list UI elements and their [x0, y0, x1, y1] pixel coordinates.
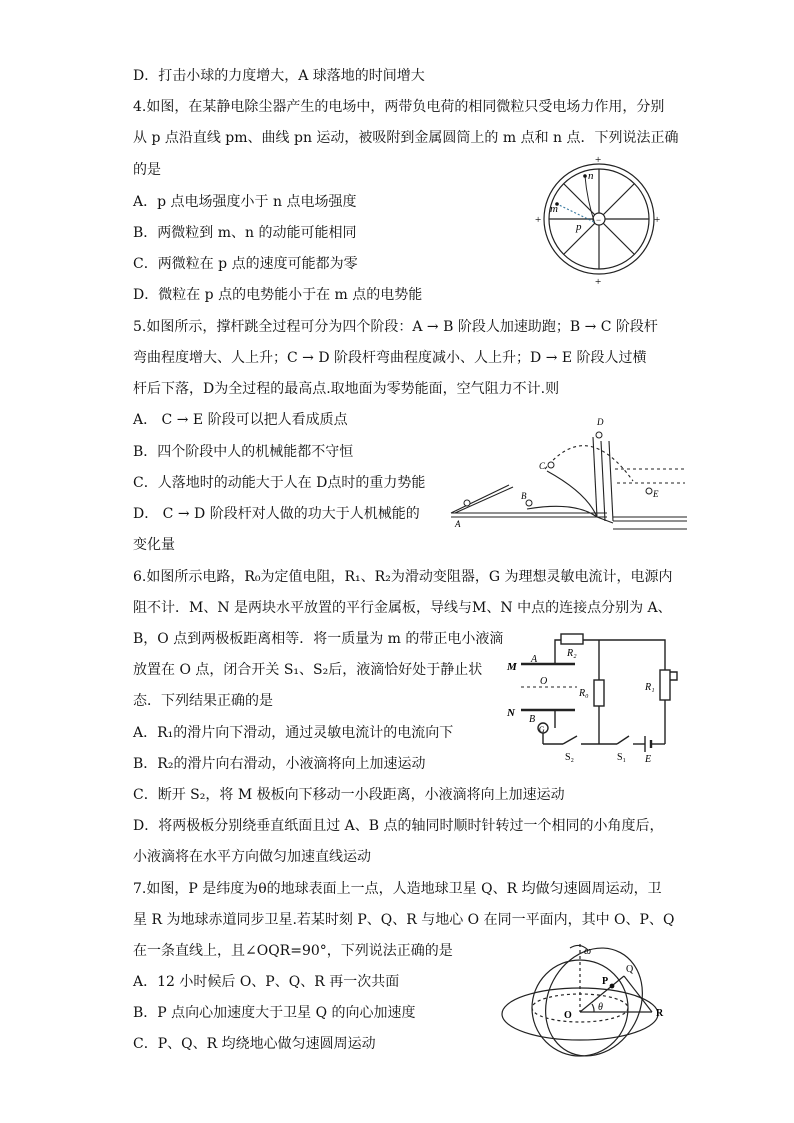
- q6-stem-3: B，O 点到两极板距离相等．将一质量为 m 的带正电小液滴: [133, 631, 504, 647]
- q7-stem-1: 7.如图，P 是纬度为θ的地球表面上一点，人造地球卫星 Q、R 均做匀速圆周运动，卫: [133, 881, 662, 897]
- q4-plus-right: +: [654, 214, 661, 226]
- q6-figure: [505, 618, 695, 768]
- q6-label-m: M: [507, 661, 517, 673]
- q6-stem-5: 态．下列结果正确的是: [133, 693, 273, 709]
- q4-option-b: B．两微粒到 m、n 的动能可能相同: [133, 225, 357, 241]
- q6-label-a: A: [531, 654, 538, 665]
- q6-label-r2: R₂: [567, 648, 577, 659]
- q5-option-d-2: 变化量: [133, 537, 175, 553]
- q4-plus-bottom: +: [595, 276, 602, 288]
- q3-option-d: D．打击小球的力度增大，A 球落地的时间增大: [133, 68, 425, 84]
- q6-label-b: B: [529, 714, 536, 725]
- q6-label-n: N: [507, 707, 515, 719]
- q7-label-omega: ω: [584, 946, 592, 957]
- q7-option-c: C．P、Q、R 均绕地心做匀速圆周运动: [133, 1036, 376, 1052]
- q4-option-d: D．微粒在 p 点的电势能小于在 m 点的电势能: [133, 287, 423, 303]
- q6-option-a: A．R₁的滑片向下滑动，通过灵敏电流计的电流向下: [133, 725, 454, 741]
- q4-figure: [535, 152, 663, 288]
- q5-stem-1: 5.如图所示，撑杆跳全过程可分为四个阶段：A → B 阶段人加速助跑；B → C 阶段杆: [133, 319, 658, 335]
- q6-label-s2: S₂: [565, 752, 575, 763]
- q4-plus-top: +: [595, 154, 602, 166]
- q4-stem-3: 的是: [133, 162, 161, 178]
- q7-label-p: P: [602, 976, 609, 987]
- q6-stem-1: 6.如图所示电路，R₀为定值电阻，R₁、R₂为滑动变阻器，G 为理想灵敏电流计，电源内: [133, 569, 673, 585]
- q4-stem-2: 从 p 点沿直线 pm、曲线 pn 运动，被吸附到金属圆筒上的 m 点和 n 点．下列说法正确: [133, 130, 679, 146]
- q4-plus-left: +: [535, 214, 542, 226]
- q7-label-r: R: [656, 1008, 664, 1019]
- q5-figure: [447, 413, 693, 535]
- q5-option-b: B．四个阶段中人的机械能都不守恒: [133, 444, 354, 460]
- q5-label-d: D: [597, 417, 604, 427]
- q5-label-c: C: [539, 461, 546, 471]
- q5-stem-2: 弯曲程度增大、人上升；C → D 阶段杆弯曲程度减小、人上升；D → E 阶段人过横: [133, 350, 647, 366]
- q7-stem-2: 星 R 为地球赤道同步卫星.若某时刻 P、Q、R 与地心 O 在同一平面内，其中 O、P、Q: [133, 912, 675, 928]
- q6-stem-4: 放置在 O 点，闭合开关 S₁、S₂后，液滴恰好处于静止状: [133, 662, 483, 678]
- q4-option-a: A．p 点电场强度小于 n 点电场强度: [133, 194, 357, 210]
- q6-label-e: E: [645, 754, 652, 765]
- q6-stem-2: 阻不计．M、N 是两块水平放置的平行金属板，导线与M、N 中点的连接点分别为 A、: [133, 600, 672, 616]
- q6-option-d-2: 小液滴将在水平方向做匀加速直线运动: [133, 849, 371, 865]
- q7-label-q: Q: [626, 964, 634, 975]
- q5-option-c: C．人落地时的动能大于人在 D点时的重力势能: [133, 475, 426, 491]
- q5-option-d-1: D． C → D 阶段杆对人做的功大于人机械能的: [133, 506, 420, 522]
- q4-stem-1: 4.如图，在某静电除尘器产生的电场中，两带负电荷的相同微粒只受电场力作用，分别: [133, 99, 665, 115]
- q4-label-m: m: [550, 203, 558, 215]
- q5-label-a: A: [455, 519, 461, 529]
- q7-label-o: O: [564, 1010, 572, 1021]
- q7-label-theta: θ: [598, 1002, 603, 1013]
- q7-figure: [498, 930, 694, 1062]
- q4-label-n: n: [588, 170, 594, 182]
- q6-option-c: C．断开 S₂，将 M 极板向下移动一小段距离，小液滴将向上加速运动: [133, 787, 565, 803]
- q6-label-r0: R₀: [579, 688, 589, 699]
- q5-label-b: B: [521, 491, 527, 501]
- q6-option-d-1: D．将两极板分别绕垂直纸面且过 A、B 点的轴同时顺时针转过一个相同的小角度后，: [133, 818, 664, 834]
- q5-label-e: E: [653, 489, 659, 499]
- q7-option-b: B．P 点向心加速度大于卫星 Q 的向心加速度: [133, 1005, 416, 1021]
- q6-label-o: O: [540, 676, 548, 687]
- q5-stem-3: 杆后下落，D为全过程的最高点.取地面为零势能面，空气阻力不计.则: [133, 381, 560, 397]
- q7-stem-3: 在一条直线上，且∠OQR=90°，下列说法正确的是: [133, 943, 453, 959]
- q6-galvanometer-icon: G: [539, 725, 545, 734]
- q4-option-c: C．两微粒在 p 点的速度可能都为零: [133, 256, 358, 272]
- q4-center-minus: −: [596, 215, 602, 225]
- q6-option-b: B．R₂的滑片向右滑动，小液滴将向上加速运动: [133, 756, 426, 772]
- q6-label-r1: R₁: [645, 682, 655, 693]
- q6-label-s1: S₁: [617, 752, 627, 763]
- q7-option-a: A．12 小时候后 O、P、Q、R 再一次共面: [133, 974, 400, 990]
- q5-option-a: A． C → E 阶段可以把人看成质点: [133, 412, 348, 428]
- q4-label-p: p: [576, 221, 582, 233]
